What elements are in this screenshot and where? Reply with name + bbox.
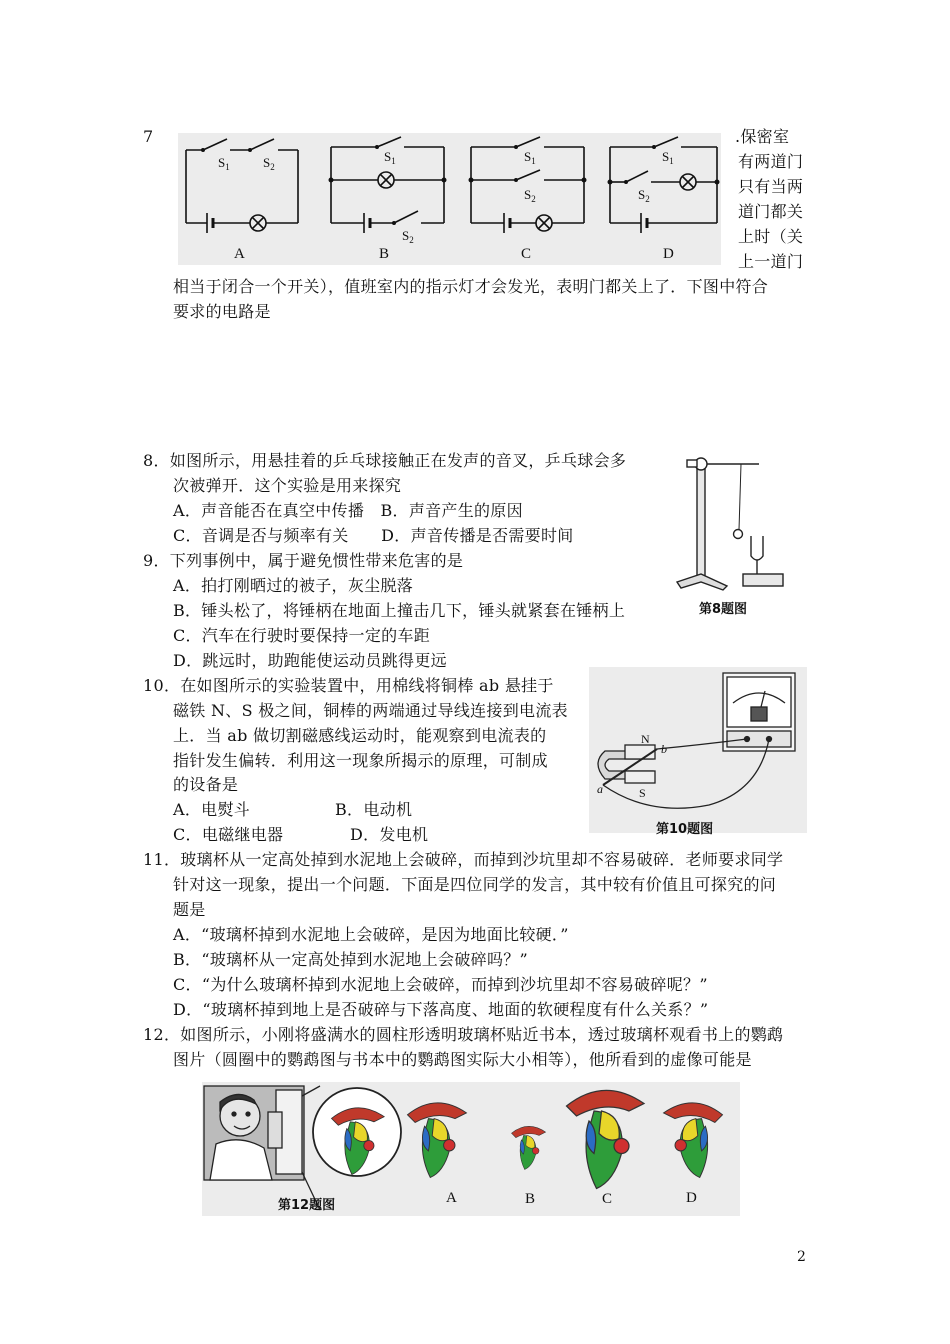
q11-line-1: 11．玻璃杯从一定高处掉到水泥地上会破碎，而掉到沙坑里却不容易破碎．老师要求同学 (143, 850, 784, 869)
q10-option-a: A．电熨斗 (173, 800, 251, 819)
q8-caption: 第8题图 (699, 602, 748, 617)
q10-line-2: 磁铁 N、S 极之间，铜棒的两端通过导线连接到电流表 (173, 701, 568, 720)
q10-option-d: D．发电机 (350, 825, 429, 844)
q12-line-2: 图片（圆圈中的鹦鹉图与书本中的鹦鹉图实际大小相等），他所看到的虚像可能是 (173, 1050, 752, 1069)
q7-option-a: A (234, 246, 245, 262)
q7-circuits-svg (178, 133, 721, 265)
q10-option-b: B．电动机 (335, 800, 413, 819)
q7-side-line-1: .保密室 (735, 127, 790, 146)
q9-option-c: C．汽车在行驶时要保持一定的车距 (173, 626, 431, 645)
q7-option-b: B (379, 246, 390, 262)
q10-induction-figure (589, 667, 807, 837)
q7-side-line-6: 上一道门 (738, 252, 804, 271)
q12-option-d: D (686, 1190, 697, 1206)
q7-d-s1-label: $S_1$ (662, 149, 674, 166)
q10-option-c: C．电磁继电器 (173, 825, 284, 844)
q10-line-5: 的设备是 (173, 775, 239, 794)
q10-caption: 第10题图 (656, 822, 714, 837)
q9-option-b: B．锤头松了，将锤柄在地面上撞击几下，锤头就紧套在锤柄上 (173, 601, 626, 620)
q11-line-3: 题是 (173, 900, 206, 919)
q9-stem: 9．下列事例中，属于避免惯性带来危害的是 (143, 551, 464, 570)
q9-option-d: D．跳远时，助跑能使运动员跳得更远 (173, 651, 447, 670)
q11-option-a: A．“玻璃杯掉到水泥地上会破碎，是因为地面比较硬．” (173, 925, 569, 944)
q7-side-line-3: 只有当两 (738, 177, 804, 196)
page-number: 2 (797, 1249, 807, 1265)
q12-caption: 第12题图 (278, 1198, 336, 1213)
q10-label-s: S (639, 786, 646, 800)
q8-line-1: 8．如图所示，用悬挂着的乒乓球接触正在发声的音叉，乒乓球会多 (143, 451, 627, 470)
q10-line-3: 上．当 ab 做切割磁感线运动时，能观察到电流表的 (173, 726, 547, 745)
q8-apparatus-svg (671, 452, 785, 592)
q7-d-s2-label: $S_2$ (638, 187, 650, 204)
q8-tuning-fork-figure (671, 452, 785, 617)
q10-line-1: 10．在如图所示的实验装置中，用棉线将铜棒 ab 悬挂于 (143, 676, 554, 695)
q7-line-2: 相当于闭合一个开关），值班室内的指示灯才会发光，表明门都关上了．下图中符合 (173, 277, 769, 296)
q7-option-c: C (521, 246, 532, 262)
q7-line-3: 要求的电路是 (173, 302, 271, 321)
q8-line-2: 次被弹开．这个实验是用来探究 (173, 476, 402, 495)
q7-option-d: D (663, 246, 674, 262)
q7-a-s1-label: $S_1$ (218, 155, 230, 172)
q7-side-line-5: 上时（关 (738, 227, 804, 246)
q12-option-c: C (602, 1191, 613, 1207)
q10-label-n: N (641, 732, 650, 746)
q10-line-4: 指针发生偏转．利用这一现象所揭示的原理，可制成 (173, 751, 548, 770)
q11-option-d: D．“玻璃杯掉到地上是否破碎与下落高度、地面的软硬程度有什么关系？” (173, 1000, 709, 1019)
q11-line-2: 针对这一现象，提出一个问题．下面是四位同学的发言，其中较有价值且可探究的问 (173, 875, 777, 894)
q7-side-line-2: 有两道门 (738, 152, 804, 171)
q7-b-s2-label: $S_2$ (402, 228, 414, 245)
q7-c-s2-label: $S_2$ (524, 187, 536, 204)
q10-label-a: a (597, 782, 603, 796)
q7-number: 7 (143, 127, 154, 146)
q7-c-s1-label: $S_1$ (524, 149, 536, 166)
q9-option-a: A．拍打刚晒过的被子，灰尘脱落 (173, 576, 414, 595)
q8-options-ab: A．声音能否在真空中传播 B．声音产生的原因 (173, 501, 523, 520)
q11-option-c: C．“为什么玻璃杯掉到水泥地上会破碎，而掉到沙坑里却不容易破碎呢？” (173, 975, 708, 994)
q10-apparatus-svg (589, 667, 807, 833)
q7-a-s2-label: $S_2$ (263, 155, 275, 172)
q7-circuit-figure (178, 133, 721, 265)
q8-options-cd: C．音调是否与频率有关 D．声音传播是否需要时间 (173, 526, 574, 545)
q7-b-s1-label: $S_1$ (384, 149, 396, 166)
q11-option-b: B．“玻璃杯从一定高处掉到水泥地上会破碎吗？” (173, 950, 529, 969)
q10-label-b: b (661, 742, 667, 756)
q12-line-1: 12．如图所示，小刚将盛满水的圆柱形透明玻璃杯贴近书本，透过玻璃杯观看书上的鹦鹉 (143, 1025, 784, 1044)
q12-option-b: B (525, 1191, 536, 1207)
q12-option-a: A (446, 1190, 457, 1206)
q12-parrot-figure (202, 1082, 740, 1216)
q7-side-line-4: 道门都关 (738, 202, 804, 221)
